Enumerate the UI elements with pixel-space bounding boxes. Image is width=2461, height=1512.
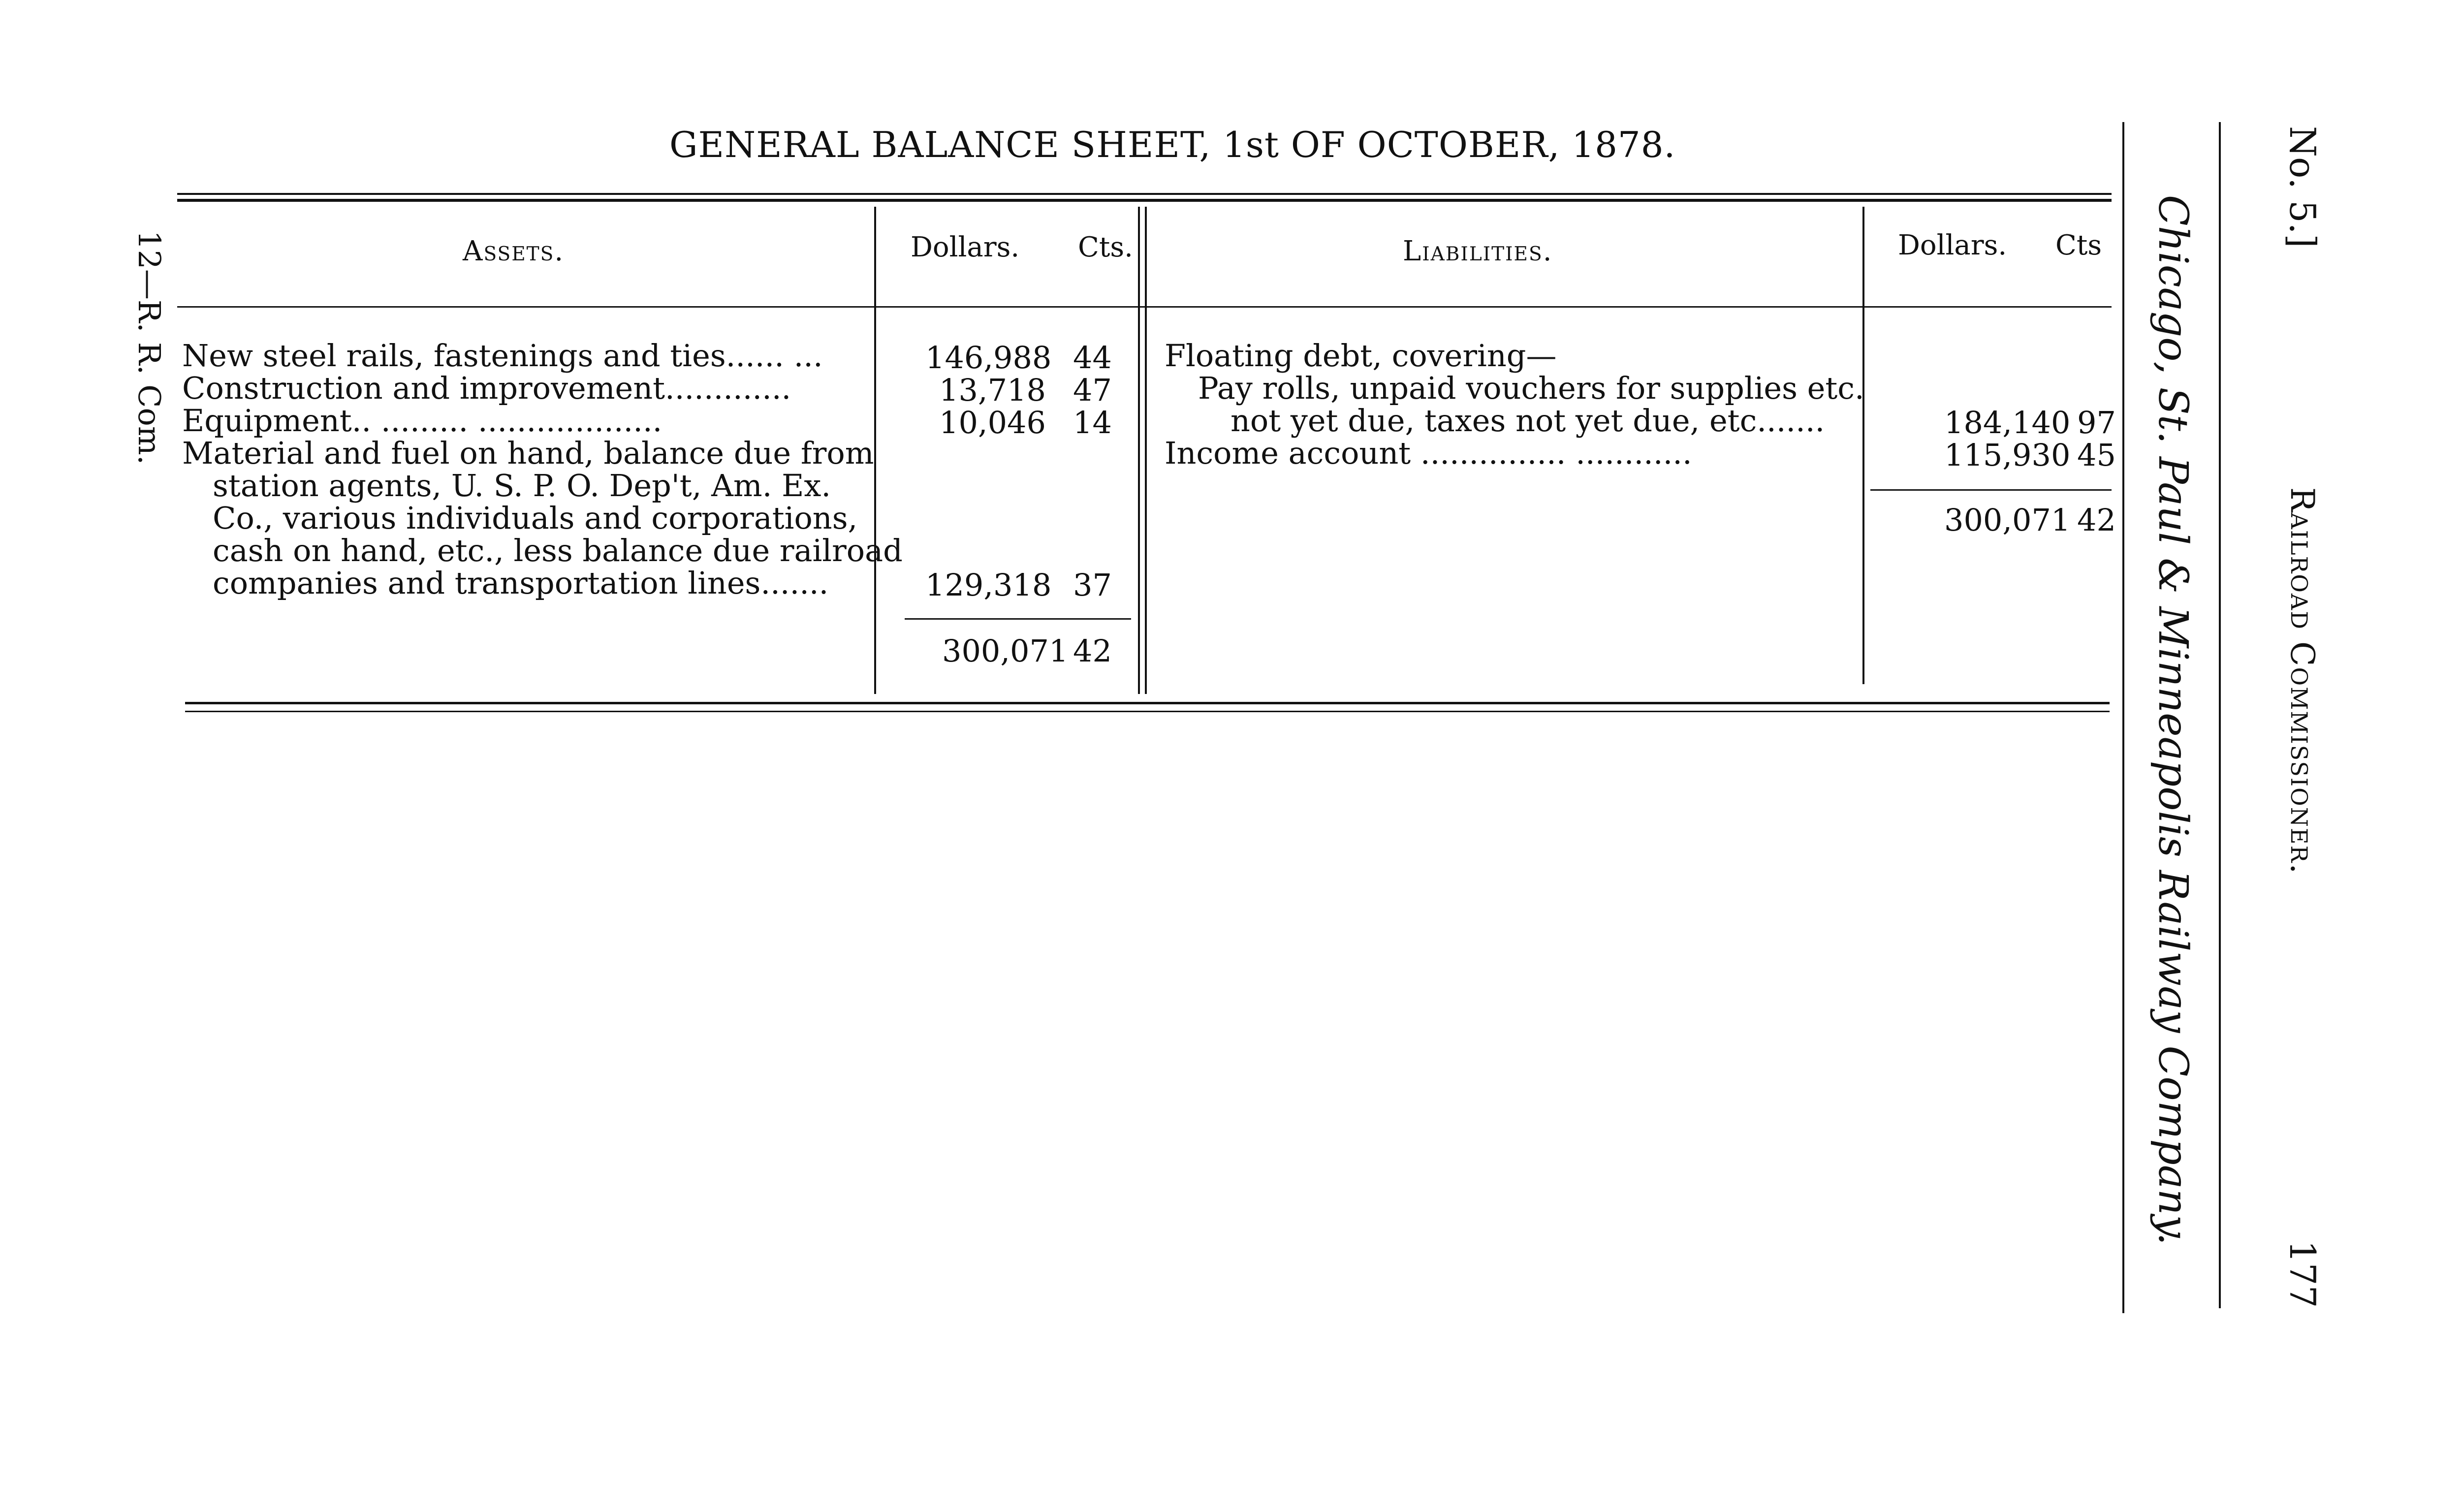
asset-row-4-label-line-3: Co., various individuals and corporations, — [213, 500, 858, 536]
liability-row-1-label-line-1: Floating debt, covering— — [1165, 338, 1557, 374]
asset-row-1-cents: 44 — [1073, 340, 1112, 376]
asset-row-3-cents: 14 — [1073, 405, 1112, 441]
col-divider-1 — [874, 207, 876, 694]
liabilities-total-rule — [1870, 489, 2112, 491]
asset-row-4-cents: 37 — [1073, 567, 1112, 603]
assets-dollars-header: Dollars. — [911, 231, 1020, 263]
asset-row-4-label-line-4: cash on hand, etc., less balance due railroad — [213, 533, 903, 568]
page-title: GENERAL BALANCE SHEET, 1st OF OCTOBER, 1878. — [669, 124, 1676, 165]
asset-row-2-label: Construction and improvement............. — [182, 370, 791, 406]
document-number: No. 5.] — [2282, 126, 2323, 248]
assets-cents-header: Cts. — [1078, 231, 1133, 263]
asset-row-1-dollars: 146,988 — [925, 340, 1052, 376]
asset-row-1-label: New steel rails, fastenings and ties...... ... — [182, 338, 823, 374]
page-number: 177 — [2282, 1240, 2323, 1308]
liability-row-2-dollars: 115,930 — [1944, 437, 2071, 473]
assets-total-dollars: 300,071 — [942, 633, 1069, 669]
right-margin-rule-1 — [2122, 122, 2124, 1313]
asset-row-4-label-line-2: station agents, U. S. P. O. Dep't, Am. Ex. — [213, 468, 831, 504]
header-rule — [177, 306, 2112, 308]
asset-row-3-dollars: 10,046 — [939, 405, 1046, 441]
col-divider-3 — [1145, 207, 1147, 694]
asset-row-4-label-line-1: Material and fuel on hand, balance due from — [182, 435, 874, 471]
liability-row-1-dollars: 184,140 — [1944, 405, 2071, 441]
assets-total-rule — [905, 618, 1131, 620]
running-company-title: Chicago, St. Paul & Minneapolis Railway Company. — [2149, 195, 2196, 1246]
liability-row-1-cents: 97 — [2077, 405, 2116, 441]
asset-row-2-cents: 47 — [1073, 372, 1112, 408]
assets-header: Assets. — [463, 235, 565, 267]
liabilities-header: Liabilities. — [1403, 235, 1553, 267]
liabilities-dollars-header: Dollars. — [1898, 229, 2007, 261]
liability-row-2-label: Income account ............... ............ — [1165, 435, 1692, 471]
liabilities-total-cents: 42 — [2077, 502, 2116, 538]
left-margin-label: 12—R. R. Com. — [131, 230, 167, 465]
asset-row-2-dollars: 13,718 — [939, 372, 1046, 408]
col-divider-4 — [1862, 207, 1864, 684]
top-rule-thick — [177, 199, 2112, 202]
liabilities-total-dollars: 300,071 — [1944, 502, 2071, 538]
right-margin-rule-2 — [2219, 122, 2221, 1308]
top-rule — [177, 193, 2112, 195]
liabilities-cents-header: Cts — [2055, 229, 2102, 261]
asset-row-4-label-line-5: companies and transportation lines....... — [213, 565, 829, 601]
col-divider-2 — [1138, 207, 1140, 694]
bottom-rule — [185, 702, 2110, 704]
asset-row-3-label: Equipment.. ......... ................... — [182, 403, 663, 439]
asset-row-4-dollars: 129,318 — [925, 567, 1052, 603]
liability-row-1-label-line-3: not yet due, taxes not yet due, etc....... — [1230, 403, 1825, 439]
assets-total-cents: 42 — [1073, 633, 1112, 669]
running-header: Railroad Commissioner. — [2283, 487, 2321, 875]
liability-row-2-cents: 45 — [2077, 437, 2116, 473]
liability-row-1-label-line-2: Pay rolls, unpaid vouchers for supplies etc. — [1198, 370, 1864, 406]
bottom-rule-thin — [185, 711, 2110, 712]
